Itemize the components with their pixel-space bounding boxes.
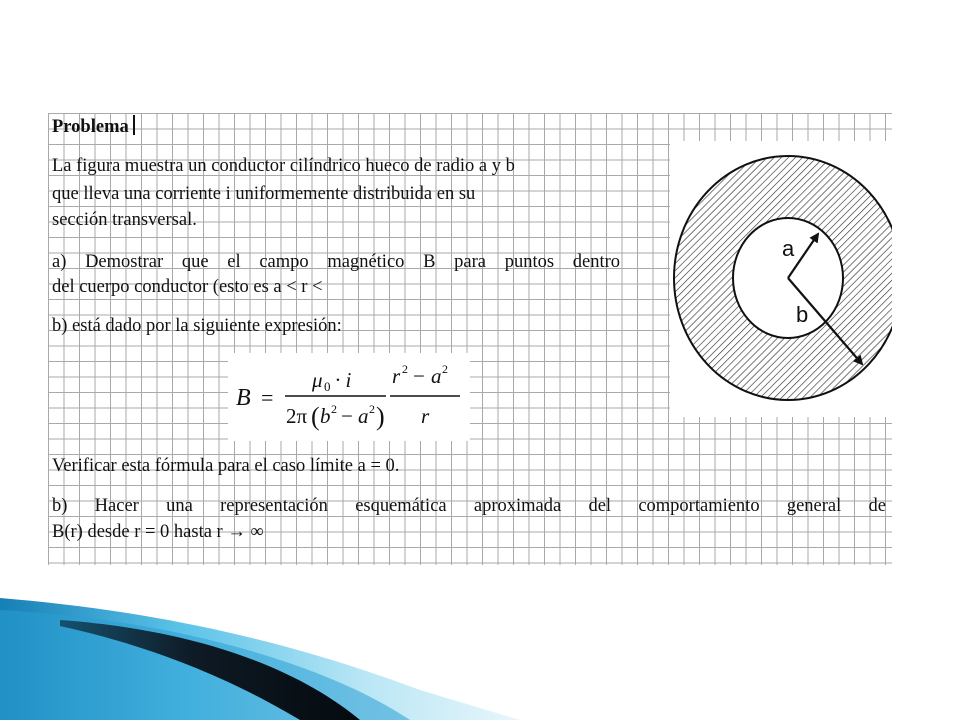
formula-mu-sub: 0 [324, 379, 331, 394]
formula-num2-r: r [392, 364, 401, 388]
formula-paren-right: ) [376, 402, 385, 431]
formula-num1-rest: · i [335, 368, 352, 392]
formula-lhs: B [236, 385, 251, 411]
formula-den1-minus: − [341, 404, 353, 428]
text-cursor [133, 115, 135, 135]
verify-line: Verificar esta fórmula para el caso límite a = 0. [52, 456, 400, 476]
formula-den1-b-exp: 2 [331, 402, 337, 416]
formula-num2-a-exp: 2 [442, 362, 448, 376]
part-a-line-2: del cuerpo conductor (esto es a < r < [52, 277, 323, 297]
part-b2-line-1: b) Hacer una representación esquemática aproximada del comportamiento general de [52, 496, 886, 516]
formula-den1-a-exp: 2 [369, 402, 375, 416]
formula-den1-b: b [320, 404, 331, 428]
label-b: b [796, 302, 809, 327]
formula-graphic [228, 353, 470, 441]
conductor-figure [670, 141, 892, 417]
label-a: a [782, 236, 795, 261]
problem-heading: Problema [52, 115, 135, 138]
intro-line-1: La figura muestra un conductor cilíndrico hueco de radio a y b [52, 156, 515, 176]
formula-den2-r: r [421, 404, 430, 428]
formula-den1-a: a [358, 404, 369, 428]
formula-paren-left: ( [311, 402, 320, 431]
problem-card [48, 113, 892, 565]
intro-line-2: que lleva una corriente i uniformemente distribuida en su [52, 184, 476, 204]
formula-den1-pre: 2π [286, 404, 308, 428]
formula [228, 353, 470, 441]
formula-num2-a: a [431, 364, 442, 388]
formula-num2-minus: − [413, 364, 425, 388]
intro-line-3: sección transversal. [52, 210, 197, 230]
part-a-line-1: a) Demostrar que el campo magnético B para puntos dentro [52, 252, 620, 272]
formula-num2-r-exp: 2 [402, 362, 408, 376]
formula-mu: μ [312, 368, 323, 392]
part-b2-line-2: B(r) desde r = 0 hasta r → ∞ [52, 522, 264, 542]
slide-wave-decoration [0, 590, 960, 720]
formula-equals: = [261, 385, 274, 410]
part-b-intro: b) está dado por la siguiente expresión: [52, 316, 342, 336]
hollow-cylinder-diagram [670, 141, 892, 417]
